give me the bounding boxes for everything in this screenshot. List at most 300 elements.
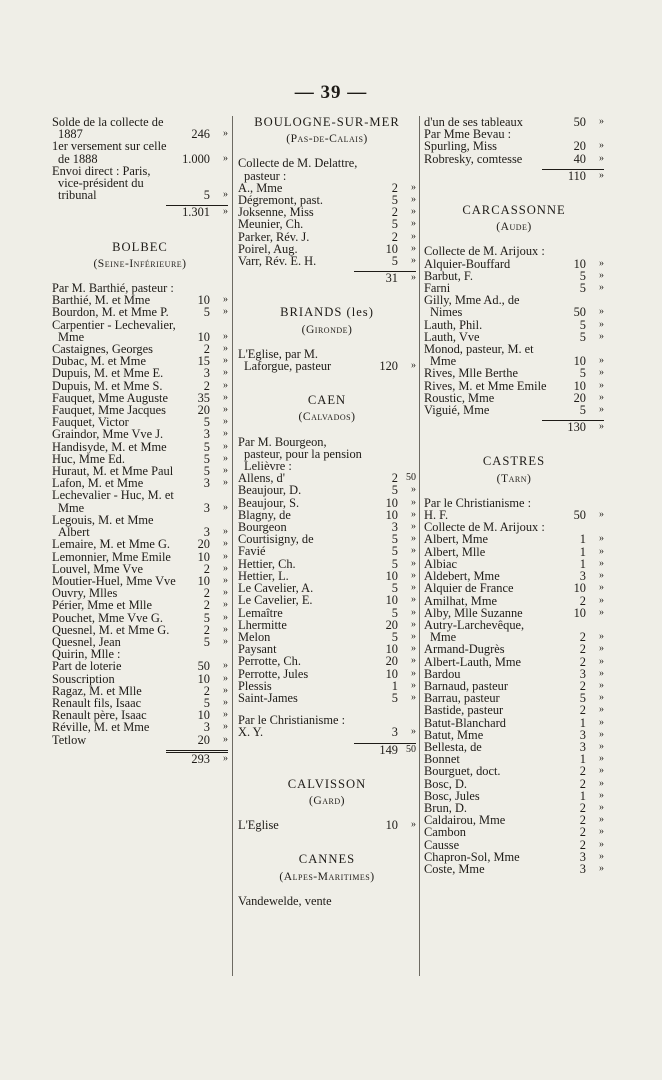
entry-cents: » [599, 570, 604, 582]
entry-amount: 3 [203, 366, 210, 381]
entry-amount: 2 [203, 378, 210, 393]
entry-name: Fauquet, Mme Auguste [52, 390, 168, 405]
entry-name: Parker, Rév. J. [238, 229, 310, 244]
total-cents: 50 [406, 743, 416, 755]
entry-amount: 10 [573, 378, 586, 393]
entry-name: Armand-Dugrès [424, 642, 505, 657]
entry-name: Lafon, M. et Mme [52, 476, 144, 491]
entry-name: L'Eglise, par M. Laforgue, pasteur [238, 346, 332, 374]
entry-cents: » [599, 282, 604, 294]
entry-cents: 50 [406, 472, 416, 484]
entry-name: Lauth, Vve [424, 329, 480, 344]
entry-cents: » [223, 428, 228, 440]
section-title: CASTRES [482, 454, 546, 469]
list-item [238, 692, 416, 704]
section-subtitle: (Seine-Inférieure) [93, 256, 187, 270]
entry-cents: » [599, 379, 604, 391]
list-item [424, 643, 604, 655]
entry-amount: 2 [391, 205, 398, 220]
entry-name: Courtisigny, de [238, 532, 314, 547]
entry-name: Envoi direct : Paris, vice-président du tribunal [52, 163, 151, 203]
entry-cents: » [599, 655, 604, 667]
entry-cents: » [223, 152, 228, 164]
column-left [52, 116, 228, 765]
entry-name: Rives, Mlle Berthe [424, 366, 518, 381]
total-cents: » [223, 206, 228, 218]
entry-amount: 40 [573, 151, 586, 166]
list-item [424, 343, 604, 367]
total-row [424, 421, 604, 433]
entry-name: Legouis, M. et Mme Albert [52, 512, 154, 540]
entry-name: Varr, Rév. E. H. [238, 254, 317, 269]
entry-amount: 5 [579, 281, 586, 296]
entry-name: Hettier, Ch. [238, 556, 296, 571]
total-cents: » [599, 169, 604, 181]
entry-name: Lemaître [238, 605, 283, 620]
entry-cents: » [599, 692, 604, 704]
entry-name: Lhermitte [238, 617, 287, 632]
section-title: BRIANDS (les) [280, 305, 374, 320]
list-item [238, 714, 416, 726]
entry-name: Bardou [424, 666, 461, 681]
entry-amount: 1 [579, 715, 586, 730]
list-item [238, 218, 416, 230]
list-item [238, 895, 416, 907]
section-subtitle: (Pas-de-Calais) [286, 132, 368, 146]
entry-name: Caldairou, Mme [424, 813, 506, 828]
entry-cents: » [411, 606, 416, 618]
entry-name: Part de loterie [52, 659, 122, 674]
entry-name: Rives, M. et Mme Emile [424, 378, 547, 393]
entry-name: Albert, Mlle [424, 544, 486, 559]
entry-name: Spurling, Miss [424, 139, 497, 154]
entry-cents: » [599, 716, 604, 728]
entry-amount: 5 [579, 403, 586, 418]
entry-amount: 1 [391, 678, 398, 693]
entry-cents: » [599, 391, 604, 403]
entry-amount: 10 [385, 241, 398, 256]
list-item [52, 673, 228, 685]
entry-name: X. Y. [238, 725, 264, 740]
entry-amount: 50 [573, 305, 586, 320]
entry-amount: 10 [573, 256, 586, 271]
entry-amount: 5 [203, 610, 210, 625]
entry-name: Blagny, de [238, 507, 291, 522]
section-subtitle: (Gard) [309, 793, 345, 807]
entry-amount: 10 [385, 666, 398, 681]
entry-amount: 5 [391, 581, 398, 596]
entry-amount: 2 [579, 630, 586, 645]
total-row [238, 744, 416, 756]
entry-cents: » [223, 660, 228, 672]
section-title: CAEN [307, 393, 347, 408]
list-item [424, 153, 604, 165]
entry-amount: 1 [579, 752, 586, 767]
entry-name: Bellesta, de [424, 739, 482, 754]
entry-name: Melon [238, 629, 271, 644]
entry-name: Huraut, M. et Mme Paul [52, 464, 174, 479]
entry-name: Poirel, Aug. [238, 241, 298, 256]
entry-amount: 3 [203, 720, 210, 735]
entry-cents: » [223, 391, 228, 403]
entry-name: Par le Christianisme : [424, 495, 532, 510]
entry-amount: 20 [197, 732, 210, 747]
entry-amount: 2 [579, 678, 586, 693]
entry-name: Perrotte, Jules [238, 666, 309, 681]
entry-name: Joksenne, Miss [238, 205, 314, 220]
entry-cents: » [599, 753, 604, 765]
entry-amount: 50 [573, 115, 586, 129]
list-item [52, 116, 228, 140]
entry-cents: » [223, 416, 228, 428]
entry-name: Roustic, Mme [424, 390, 495, 405]
entry-cents: » [411, 255, 416, 267]
entry-amount: 2 [579, 593, 586, 608]
entry-amount: 120 [379, 359, 398, 374]
list-item [238, 255, 416, 267]
entry-amount: 5 [579, 691, 586, 706]
column-divider [419, 116, 420, 976]
entry-amount: 50 [573, 508, 586, 523]
entry-name: Batut-Blanchard [424, 715, 506, 730]
entry-amount: 2 [579, 825, 586, 840]
entry-amount: 1 [579, 556, 586, 571]
list-item [424, 656, 604, 668]
entry-amount: 3 [579, 666, 586, 681]
list-item [424, 258, 604, 270]
total-amount: 1.301 [182, 205, 210, 220]
entry-name: Quesnel, Jean [52, 634, 121, 649]
section-subtitle: (Gironde) [301, 322, 353, 336]
list-item [52, 599, 228, 611]
entry-name: Causse [424, 837, 460, 852]
entry-name: Souscription [52, 671, 115, 686]
entry-cents: » [599, 606, 604, 618]
list-item [52, 428, 228, 440]
entry-name: Ragaz, M. et Mlle [52, 683, 142, 698]
total-amount: 293 [191, 751, 210, 766]
entry-cents: » [411, 545, 416, 557]
entry-cents: » [411, 360, 416, 372]
list-item [52, 721, 228, 733]
entry-cents: » [411, 533, 416, 545]
entry-amount: 10 [197, 549, 210, 564]
entry-cents: » [223, 379, 228, 391]
entry-amount: 2 [203, 586, 210, 601]
entry-name: Perrotte, Ch. [238, 654, 301, 669]
list-item [238, 348, 416, 372]
entry-name: Saint-James [238, 690, 298, 705]
entry-amount: 2 [203, 342, 210, 357]
total-row [238, 272, 416, 284]
list-item [424, 319, 604, 331]
entry-amount: 5 [203, 464, 210, 479]
list-item [52, 551, 228, 563]
list-item [424, 717, 604, 729]
entry-name: Bourgeon [238, 520, 287, 535]
entry-name: Barbut, F. [424, 268, 473, 283]
entry-cents: » [599, 801, 604, 813]
entry-amount: 3 [203, 427, 210, 442]
entry-cents: » [223, 128, 228, 140]
list-item [52, 319, 228, 343]
entry-cents: » [223, 623, 228, 635]
list-item [52, 140, 228, 164]
entry-name: Beaujour, D. [238, 483, 302, 498]
total-cents: » [599, 421, 604, 433]
entry-amount: 3 [203, 500, 210, 515]
entry-amount: 2 [579, 837, 586, 852]
entry-amount: 5 [391, 254, 398, 269]
entry-cents: » [599, 594, 604, 606]
list-item [52, 306, 228, 318]
entry-name: Albert, Mme [424, 532, 489, 547]
entry-cents: » [223, 465, 228, 477]
entry-name: Bosc, D. [424, 776, 468, 791]
entry-cents: » [599, 789, 604, 801]
entry-cents: » [223, 733, 228, 745]
entry-amount: 1 [579, 544, 586, 559]
entry-amount: 3 [579, 727, 586, 742]
entry-cents: » [411, 181, 416, 193]
entry-name: Lemonnier, Mme Emile [52, 549, 171, 564]
entry-cents: » [223, 550, 228, 562]
list-item [238, 726, 416, 738]
entry-amount: 2 [391, 180, 398, 195]
entry-amount: 10 [197, 329, 210, 344]
entry-name: Aldebert, Mme [424, 569, 500, 584]
entry-name: Coste, Mme [424, 861, 485, 876]
list-item [238, 594, 416, 606]
entry-name: Renault père, Isaac [52, 708, 147, 723]
entry-cents: » [599, 318, 604, 330]
entry-name: Collecte de M. Arijoux : [424, 244, 545, 259]
entry-amount: 5 [579, 268, 586, 283]
entry-name: Le Cavelier, E. [238, 593, 313, 608]
entry-cents: » [599, 704, 604, 716]
entry-cents: » [223, 452, 228, 464]
entry-name: Batut, Mme [424, 727, 484, 742]
entry-cents: » [411, 618, 416, 630]
entry-amount: 2 [203, 622, 210, 637]
list-item [424, 582, 604, 594]
list-item [424, 404, 604, 416]
entry-name: Carpentier - Lechevalier, Mme [52, 317, 176, 344]
entry-name: Collecte de M. Arijoux : [424, 520, 545, 535]
entry-amount: 5 [203, 415, 210, 430]
entry-name: Farni [424, 281, 451, 296]
entry-amount: 3 [579, 861, 586, 876]
entry-cents: » [223, 355, 228, 367]
total-row [424, 170, 604, 182]
entry-name: Bourguet, doct. [424, 764, 501, 779]
entry-amount: 20 [385, 617, 398, 632]
entry-name: Louvel, Mme Vve [52, 561, 143, 576]
entry-cents: » [411, 242, 416, 254]
entry-cents: » [223, 343, 228, 355]
entry-amount: 5 [203, 451, 210, 466]
entry-name: L'Eglise [238, 818, 279, 833]
entry-cents: » [411, 194, 416, 206]
entry-name: Hettier, L. [238, 568, 289, 583]
entry-cents: » [599, 257, 604, 269]
entry-cents: » [599, 814, 604, 826]
entry-amount: 10 [385, 642, 398, 657]
entry-name: Lauth, Phil. [424, 317, 483, 332]
list-item [238, 545, 416, 557]
entry-cents: » [411, 582, 416, 594]
entry-cents: » [223, 501, 228, 513]
entry-cents: » [599, 728, 604, 740]
entry-name: Albiac [424, 556, 458, 571]
entry-cents: » [223, 696, 228, 708]
entry-cents: » [599, 355, 604, 367]
entry-name: Barrau, pasteur [424, 691, 500, 706]
entry-amount: 10 [385, 593, 398, 608]
entry-amount: 2 [203, 598, 210, 613]
entry-cents: » [599, 679, 604, 691]
column-divider [232, 116, 233, 976]
column-middle [238, 116, 416, 907]
entry-amount: 5 [203, 305, 210, 320]
entry-name: Meunier, Ch. [238, 217, 304, 232]
entry-name: Lechevalier - Huc, M. et Mme [52, 488, 174, 515]
entry-amount: 2 [579, 654, 586, 669]
section-title: BOULOGNE-SUR-MER [254, 115, 400, 129]
entry-cents: » [411, 643, 416, 655]
entry-cents: » [411, 655, 416, 667]
entry-amount: 5 [391, 690, 398, 705]
section-title: CARCASSONNE [462, 203, 566, 218]
entry-amount: 3 [203, 476, 210, 491]
entry-cents: » [223, 635, 228, 647]
entry-name: Alby, Mlle Suzanne [424, 605, 523, 620]
entry-name: Cambon [424, 825, 466, 840]
total-amount: 110 [567, 168, 586, 183]
entry-name: Ouvry, Mlles [52, 586, 118, 601]
entry-cents: » [599, 404, 604, 416]
entry-amount: 3 [579, 849, 586, 864]
list-item [424, 595, 604, 607]
entry-amount: 50 [197, 659, 210, 674]
entry-name: Réville, M. et Mme [52, 720, 150, 735]
list-item [238, 436, 416, 473]
entry-name: Vandewelde, vente [238, 893, 332, 908]
entry-cents: » [223, 189, 228, 201]
entry-cents: » [223, 440, 228, 452]
entry-cents: » [223, 574, 228, 586]
entry-cents: » [411, 557, 416, 569]
entry-name: Bourdon, M. et Mme P. [52, 305, 169, 320]
list-item [424, 367, 604, 379]
entry-cents: » [223, 587, 228, 599]
entry-amount: 10 [197, 293, 210, 308]
entry-amount: 5 [391, 532, 398, 547]
list-item [52, 538, 228, 550]
entry-name: Favié [238, 544, 266, 559]
entry-name: Castaignes, Georges [52, 342, 153, 357]
entry-cents: » [411, 679, 416, 691]
entry-cents: » [411, 218, 416, 230]
entry-cents: » [411, 230, 416, 242]
entry-cents: » [599, 152, 604, 164]
total-amount: 130 [567, 420, 586, 435]
entry-cents: » [599, 306, 604, 318]
entry-amount: 5 [203, 439, 210, 454]
entry-name: Le Cavelier, A. [238, 581, 314, 596]
entry-cents: » [411, 594, 416, 606]
list-item [52, 660, 228, 672]
entry-name: Amilhat, Mme [424, 593, 497, 608]
entry-cents: » [223, 709, 228, 721]
entry-name: Alquier de France [424, 581, 514, 596]
entry-cents: » [223, 294, 228, 306]
entry-amount: 5 [391, 544, 398, 559]
entry-cents: » [411, 521, 416, 533]
list-item [424, 140, 604, 152]
entry-cents: » [599, 509, 604, 521]
entry-amount: 10 [573, 605, 586, 620]
entry-name: Barnaud, pasteur [424, 678, 508, 693]
entry-cents: » [599, 667, 604, 679]
entry-cents: » [599, 330, 604, 342]
entry-amount: 5 [391, 556, 398, 571]
entry-amount: 1.000 [182, 151, 210, 166]
entry-name: Fauquet, Victor [52, 415, 129, 430]
entry-cents: » [599, 838, 604, 850]
entry-name: 1er versement sur celle de 1888 [52, 139, 167, 166]
entry-cents: » [599, 765, 604, 777]
section-title: CALVISSON [287, 776, 367, 791]
entry-amount: 5 [579, 366, 586, 381]
list-item [424, 619, 604, 643]
entry-amount: 246 [191, 127, 210, 142]
list-item [424, 294, 604, 318]
entry-amount: 5 [203, 695, 210, 710]
section-title: BOLBEC [112, 239, 168, 254]
column-right [424, 116, 604, 875]
entry-cents: » [411, 484, 416, 496]
entry-name: Fauquet, Mme Jacques [52, 403, 166, 418]
entry-name: Par M. Bourgeon, pasteur, pour la pension Lelièvre : [238, 434, 362, 474]
entry-amount: 2 [579, 800, 586, 815]
list-item [424, 533, 604, 545]
entry-name: H. F. [424, 508, 449, 523]
total-amount: 31 [385, 271, 398, 286]
entry-name: Solde de la collecte de 1887 [52, 115, 164, 142]
entry-amount: 2 [391, 471, 398, 486]
total-row [52, 753, 228, 765]
entry-name: Pouchet, Mme Vve G. [52, 610, 163, 625]
entry-amount: 20 [573, 390, 586, 405]
entry-name: Beaujour, S. [238, 495, 300, 510]
entry-cents: » [223, 477, 228, 489]
entry-cents: » [223, 672, 228, 684]
list-item [424, 765, 604, 777]
entry-name: Chapron-Sol, Mme [424, 849, 520, 864]
entry-amount: 2 [579, 813, 586, 828]
total-cents: » [223, 752, 228, 764]
entry-amount: 15 [197, 354, 210, 369]
list-item [424, 245, 604, 257]
entry-amount: 5 [391, 193, 398, 208]
list-item [238, 819, 416, 831]
entry-amount: 3 [579, 739, 586, 754]
entry-name: Gilly, Mme Ad., de Nimes [424, 293, 520, 320]
list-item [238, 231, 416, 243]
section-subtitle: (Calvados) [298, 410, 356, 424]
list-item [52, 165, 228, 202]
